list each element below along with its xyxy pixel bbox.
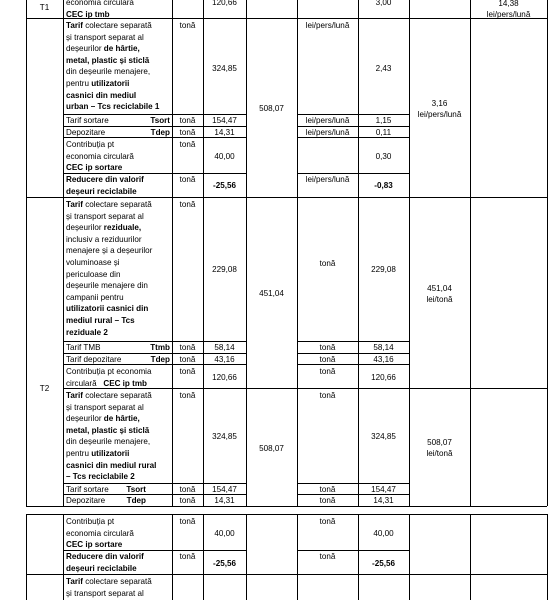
t2-cec-tmb-value2: 120,66	[371, 373, 396, 382]
t1-top-per-pers: 3,00	[375, 0, 392, 7]
t3-reduce-unit: tonă	[179, 552, 196, 561]
t3-cec-sort-value: 40,00	[214, 529, 235, 538]
t1-reduce-desc: Reducere din valorif deșeuri reciclabile	[66, 175, 144, 196]
t1-reduce-unit: tonă	[179, 175, 196, 184]
t1-sort-unit-pers: lei/pers/lună	[305, 116, 350, 125]
t1-group-per-pers-unit: lei/pers/lună	[417, 110, 462, 119]
t2-recycle-desc: Tarif colectare separată și transport separat al deșeurilor de hârtie, metal, plastic și sticlă din deșeurile menajere, pentru utilizatorii casnici din mediul rural – Tcs reciclabile 2	[66, 391, 157, 482]
t2-depo2-value2: 14,31	[373, 496, 394, 505]
t3-reduce-value: -25,56	[213, 559, 236, 568]
t2-depo2-unit2: tonă	[319, 496, 336, 505]
t2-depo2-unit: tonă	[179, 496, 196, 505]
t1-depo-label: Depozitare Tdep	[66, 128, 170, 137]
t2-group-rec-unit: lei/tonă	[426, 449, 453, 458]
t3-reduce-value2: -25,56	[372, 559, 395, 568]
t1-recycle-value: 324,85	[212, 64, 237, 73]
t2-tmb-unit2: tonă	[319, 343, 336, 352]
t2-sort-unit2: tonă	[319, 485, 336, 494]
t2-residual-unit2: tonă	[319, 259, 336, 268]
t2-depo-label: Tarif depozitare Tdep	[66, 355, 170, 364]
t2-cec-tmb-unit: tonă	[179, 367, 196, 376]
t1-sort-unit: tonă	[179, 116, 196, 125]
t2-sort-value2: 154,47	[371, 485, 396, 494]
t1-recycle-per-pers: 2,43	[375, 64, 392, 73]
t1-group-total: 14,38	[498, 0, 519, 8]
t2-tmb-value2: 58,14	[373, 343, 394, 352]
t1-sort-value: 154,47	[212, 116, 237, 125]
t2-cec-tmb-value: 120,66	[212, 373, 237, 382]
t1-subtotal: 508,07	[259, 104, 284, 113]
t2-depo2-label: Depozitare Tdep	[66, 496, 146, 505]
t2-subtotal-res: 451,04	[259, 289, 284, 298]
t1-group-per-pers: 3,16	[431, 99, 448, 108]
t1-recycle-unit: tonă	[179, 21, 196, 30]
t1-group-total-unit: lei/pers/lună	[486, 10, 531, 19]
group-label-t1: T1	[39, 3, 50, 12]
t2-cec-tmb-unit2: tonă	[319, 367, 336, 376]
t2-group-res: 451,04	[427, 284, 452, 293]
t1-recycle-unit-pers: lei/pers/lună	[305, 21, 350, 30]
t2-tmb-unit: tonă	[179, 343, 196, 352]
t2-tmb-label: Tarif TMB Ttmb	[66, 343, 170, 352]
t3-reduce-unit2: tonă	[319, 552, 336, 561]
t1-depo-value: 14,31	[214, 128, 235, 137]
t3-cec-sort-value2: 40,00	[373, 529, 394, 538]
t2-tmb-value: 58,14	[214, 343, 235, 352]
t1-recycle-desc: Tarif colectare separată și transport separat al deșeurilor de hârtie, metal, plastic și sticlă din deșeurile menajere, pentru utilizatorii casnici din mediul urban – Tcs reciclabile 1	[66, 21, 160, 112]
t2-sort-unit: tonă	[179, 485, 196, 494]
t1-reduce-per-pers: -0,83	[374, 181, 393, 190]
t3-cec-sort-unit: tonă	[179, 517, 196, 526]
t2-residual-unit: tonă	[179, 200, 196, 209]
t1-sort-per-pers: 1,15	[375, 116, 392, 125]
t1-top-desc-l1: economia circulară	[66, 0, 134, 7]
t2-depo-value: 43,16	[214, 355, 235, 364]
t2-depo-unit2: tonă	[319, 355, 336, 364]
t2-residual-desc: Tarif colectare separată și transport separat al deșeurilor reziduale, inclusiv a reziduurilor menajere și a deșeurilor voluminoase și periculoase din deșeurile menajere din campanii pentru utilizatorii casnici din mediul rural – Tcs reziduale 2	[66, 200, 153, 337]
t2-cec-tmb-desc: Contribuția pt economia circulară CEC ip tmb	[66, 367, 152, 388]
t3-reduce-desc: Reducere din valorif deșeuri reciclabile	[66, 552, 144, 573]
t1-cec-sort-per-pers: 0,30	[375, 152, 392, 161]
t1-cec-sort-desc: Contribuția pt economia circulară CEC ip sortare	[66, 140, 134, 173]
t1-top-desc-l2: CEC ip tmb	[66, 9, 110, 19]
t2-recycle-value2: 324,85	[371, 432, 396, 441]
t2-depo2-value: 14,31	[214, 496, 235, 505]
t2-recycle-unit2: tonă	[319, 391, 336, 400]
t1-reduce-value: -25,56	[213, 181, 236, 190]
t2-sort-label: Tarif sortare Tsort	[66, 485, 146, 494]
t2-sort-value: 154,47	[212, 485, 237, 494]
t2-recycle-value: 324,85	[212, 432, 237, 441]
t1-cec-sort-unit: tonă	[179, 140, 196, 149]
t2-subtotal-rec: 508,07	[259, 444, 284, 453]
t1-depo-per-pers: 0,11	[375, 128, 392, 137]
t2-depo-unit: tonă	[179, 355, 196, 364]
t3-cec-sort-unit2: tonă	[319, 517, 336, 526]
t1-top-desc	[66, 0, 174, 20]
t1-top-value: 120,66	[212, 0, 237, 7]
t2-group-rec: 508,07	[427, 438, 452, 447]
t2-residual-value: 229,08	[212, 265, 237, 274]
t1-reduce-unit-pers: lei/pers/lună	[305, 175, 350, 184]
t1-depo-unit: tonă	[179, 128, 196, 137]
t2-residual-value2: 229,08	[371, 265, 396, 274]
group-label-t2: T2	[39, 384, 50, 393]
t3-next-desc: Tarif colectare separată și transport separat al	[66, 577, 152, 598]
t3-cec-sort-desc: Contribuția pt economia circulară CEC ip sortare	[66, 517, 134, 550]
t2-recycle-unit: tonă	[179, 391, 196, 400]
t1-cec-sort-value: 40,00	[214, 152, 235, 161]
t2-depo-value2: 43,16	[373, 355, 394, 364]
t2-group-res-unit: lei/tonă	[426, 295, 453, 304]
t1-sort-label: Tarif sortare Tsort	[66, 116, 170, 125]
t1-depo-unit-pers: lei/pers/lună	[305, 128, 350, 137]
